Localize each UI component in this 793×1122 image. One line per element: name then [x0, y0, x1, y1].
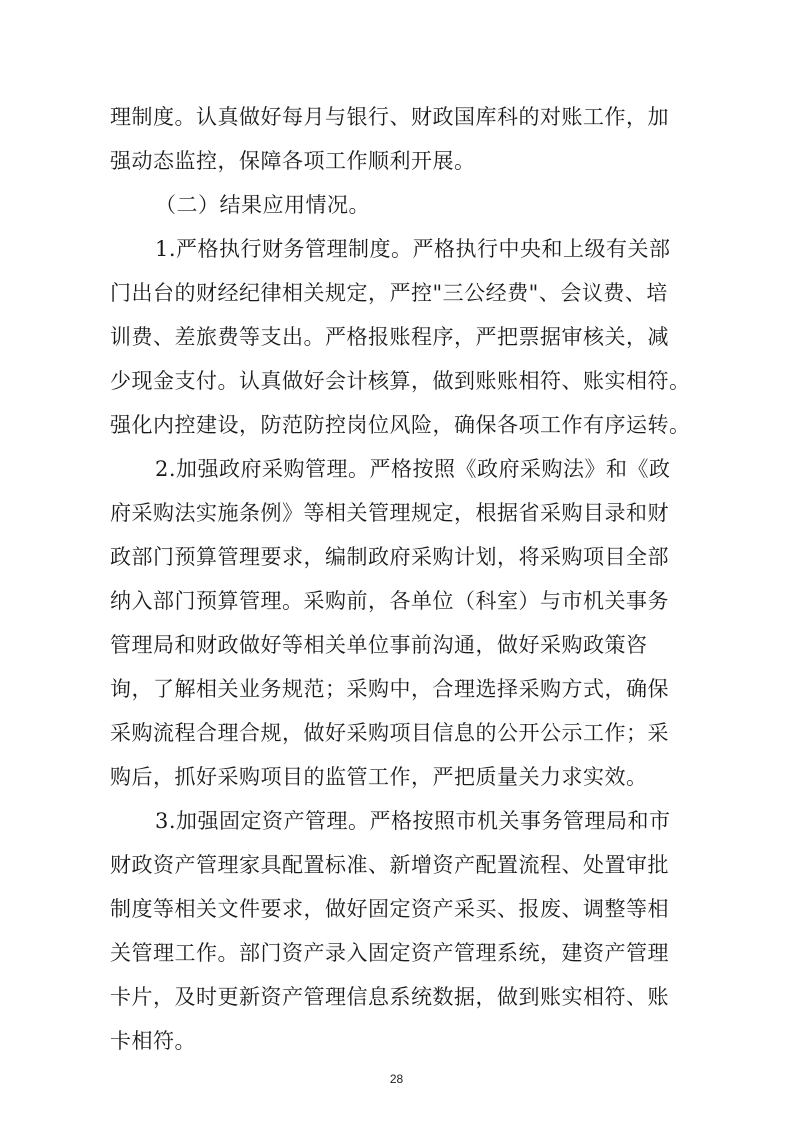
body-text-line: 强化内控建设，防范防控岗位风险，确保各项工作有序运转。 — [110, 413, 691, 437]
body-text-line: 强动态监控，保障各项工作顺利开展。 — [110, 149, 476, 173]
body-text-line: 管理局和财政做好等相关单位事前沟通，做好采购政策咨 — [110, 633, 648, 657]
body-text-line: 购后，抓好采购项目的监管工作，严把质量关力求实效。 — [110, 765, 648, 789]
body-text-line: 3.加强固定资产管理。严格按照市机关事务管理局和市 — [155, 809, 671, 833]
body-text-line: 询，了解相关业务规范；采购中，合理选择采购方式，确保 — [110, 677, 669, 701]
body-text-line: 采购流程合理合规，做好采购项目信息的公开公示工作；采 — [110, 721, 669, 745]
body-text-line: 府采购法实施条例》等相关管理规定，根据省采购目录和财 — [110, 501, 669, 525]
body-text-line: 政部门预算管理要求，编制政府采购计划，将采购项目全部 — [110, 545, 669, 569]
body-text-line: 训费、差旅费等支出。严格报账程序，严把票据审核关，减 — [110, 325, 669, 349]
body-text-line: 2.加强政府采购管理。严格按照《政府采购法》和《政 — [155, 457, 671, 481]
body-text-line: 纳入部门预算管理。采购前，各单位（科室）与市机关事务 — [110, 589, 669, 613]
body-text-line: 1.严格执行财务管理制度。严格执行中央和上级有关部 — [155, 237, 671, 261]
body-text-line: 门出台的财经纪律相关规定，严控"三公经费"、会议费、培 — [110, 281, 668, 305]
page-number: 28 — [389, 1072, 404, 1086]
body-text-line: 理制度。认真做好每月与银行、财政国库科的对账工作，加 — [110, 105, 669, 129]
body-text-line: 制度等相关文件要求，做好固定资产采买、报废、调整等相 — [110, 897, 669, 921]
section-heading: （二）结果应用情况。 — [155, 193, 370, 217]
body-text-line: 卡片，及时更新资产管理信息系统数据，做到账实相符、账 — [110, 985, 669, 1009]
body-text-line: 少现金支付。认真做好会计核算，做到账账相符、账实相符。 — [110, 369, 691, 393]
body-text-line: 卡相符。 — [110, 1029, 196, 1053]
body-text-line: 财政资产管理家具配置标准、新增资产配置流程、处置审批 — [110, 853, 669, 877]
body-text-line: 关管理工作。部门资产录入固定资产管理系统，建资产管理 — [110, 941, 669, 965]
